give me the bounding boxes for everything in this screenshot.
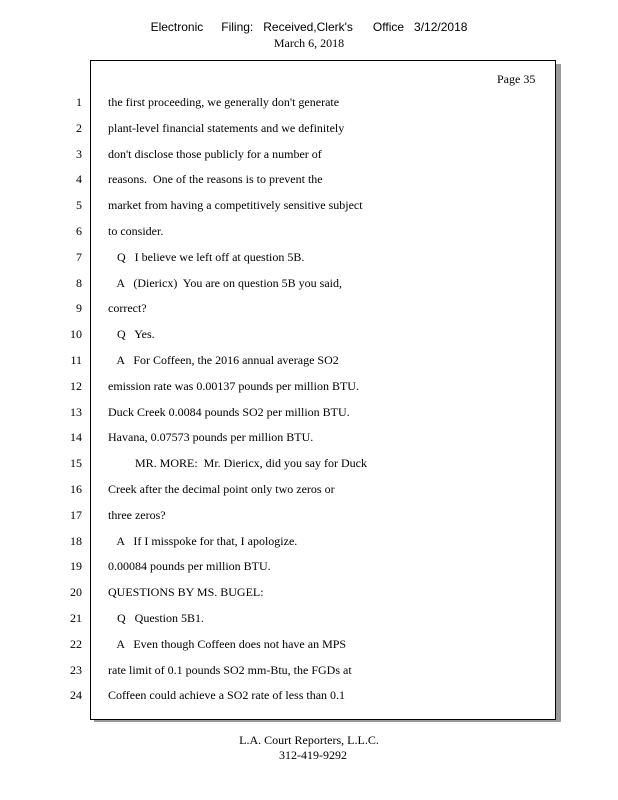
line-text: don't disclose those publicly for a number of xyxy=(108,146,322,161)
stamp-office: Office xyxy=(372,20,405,34)
filing-stamp xyxy=(0,20,618,34)
line-number: 18 xyxy=(70,533,82,548)
line-number: 3 xyxy=(76,146,82,161)
line-number: 24 xyxy=(70,688,82,703)
line-text: Havana, 0.07573 pounds per million BTU. xyxy=(108,430,314,445)
line-number: 8 xyxy=(76,275,82,290)
line-number: 19 xyxy=(70,559,82,574)
line-text: A For Coffeen, the 2016 annual average SO2 xyxy=(108,353,339,367)
line-number: 15 xyxy=(70,456,82,471)
line-number: 22 xyxy=(70,636,82,651)
line-text: Coffeen could achieve a SO2 rate of less than 0.1 xyxy=(108,688,346,703)
line-text: Q Yes. xyxy=(108,327,155,342)
transcript-date: March 6, 2018 xyxy=(273,36,345,50)
page-number: Page 35 xyxy=(497,72,536,86)
line-number: 9 xyxy=(76,301,82,316)
line-number: 21 xyxy=(70,611,82,625)
line-text: Duck Creek 0.0084 pounds SO2 per million BTU. xyxy=(108,404,350,419)
line-text: Creek after the decimal point only two zeros or xyxy=(108,482,335,496)
line-text: Q I believe we left off at question 5B. xyxy=(108,249,305,264)
footer-company: L.A. Court Reporters, L.L.C. xyxy=(239,733,379,747)
stamp-date: 3/12/2018 xyxy=(414,20,468,34)
line-number: 2 xyxy=(76,120,82,135)
line-number: 23 xyxy=(70,662,82,677)
line-text: plant-level financial statements and we definitely xyxy=(108,120,345,135)
line-text: reasons. One of the reasons is to prevent the xyxy=(108,172,323,187)
line-text: 0.00084 pounds per million BTU. xyxy=(108,559,271,574)
line-text: A (Diericx) You are on question 5B you said, xyxy=(108,275,342,290)
line-number: 7 xyxy=(76,249,82,264)
line-text: Q Question 5B1. xyxy=(108,611,204,625)
line-number: 17 xyxy=(70,507,82,522)
stamp-filing: Filing: xyxy=(221,20,254,34)
line-number: 6 xyxy=(76,224,82,238)
line-text: A Even though Coffeen does not have an MPS xyxy=(108,636,347,651)
line-number: 11 xyxy=(70,353,82,367)
stamp-electronic: Electronic xyxy=(150,20,204,34)
line-text: correct? xyxy=(108,301,147,316)
line-text: rate limit of 0.1 pounds SO2 mm-Btu, the FGDs at xyxy=(108,662,352,677)
line-number: 1 xyxy=(76,95,82,109)
line-number: 10 xyxy=(70,327,82,342)
line-number: 13 xyxy=(70,404,82,419)
line-number: 20 xyxy=(70,585,82,600)
line-text: to consider. xyxy=(108,224,164,238)
line-text: the first proceeding, we generally don't generate xyxy=(108,95,340,109)
line-number: 4 xyxy=(76,172,82,187)
line-number: 16 xyxy=(70,482,82,496)
line-text: A If I misspoke for that, I apologize. xyxy=(108,533,298,548)
line-text: MR. MORE: Mr. Diericx, did you say for Duck xyxy=(108,456,367,471)
line-number: 5 xyxy=(76,198,82,213)
line-text: three zeros? xyxy=(108,507,166,522)
line-number: 14 xyxy=(70,430,82,445)
line-text: QUESTIONS BY MS. BUGEL: xyxy=(108,585,264,600)
stamp-received: Received,Clerk's xyxy=(263,20,353,34)
footer-phone: 312-419-9292 xyxy=(279,748,347,762)
line-number: 12 xyxy=(70,378,82,393)
line-text: emission rate was 0.00137 pounds per million BTU. xyxy=(108,378,359,393)
line-text: market from having a competitively sensitive subject xyxy=(108,198,363,213)
